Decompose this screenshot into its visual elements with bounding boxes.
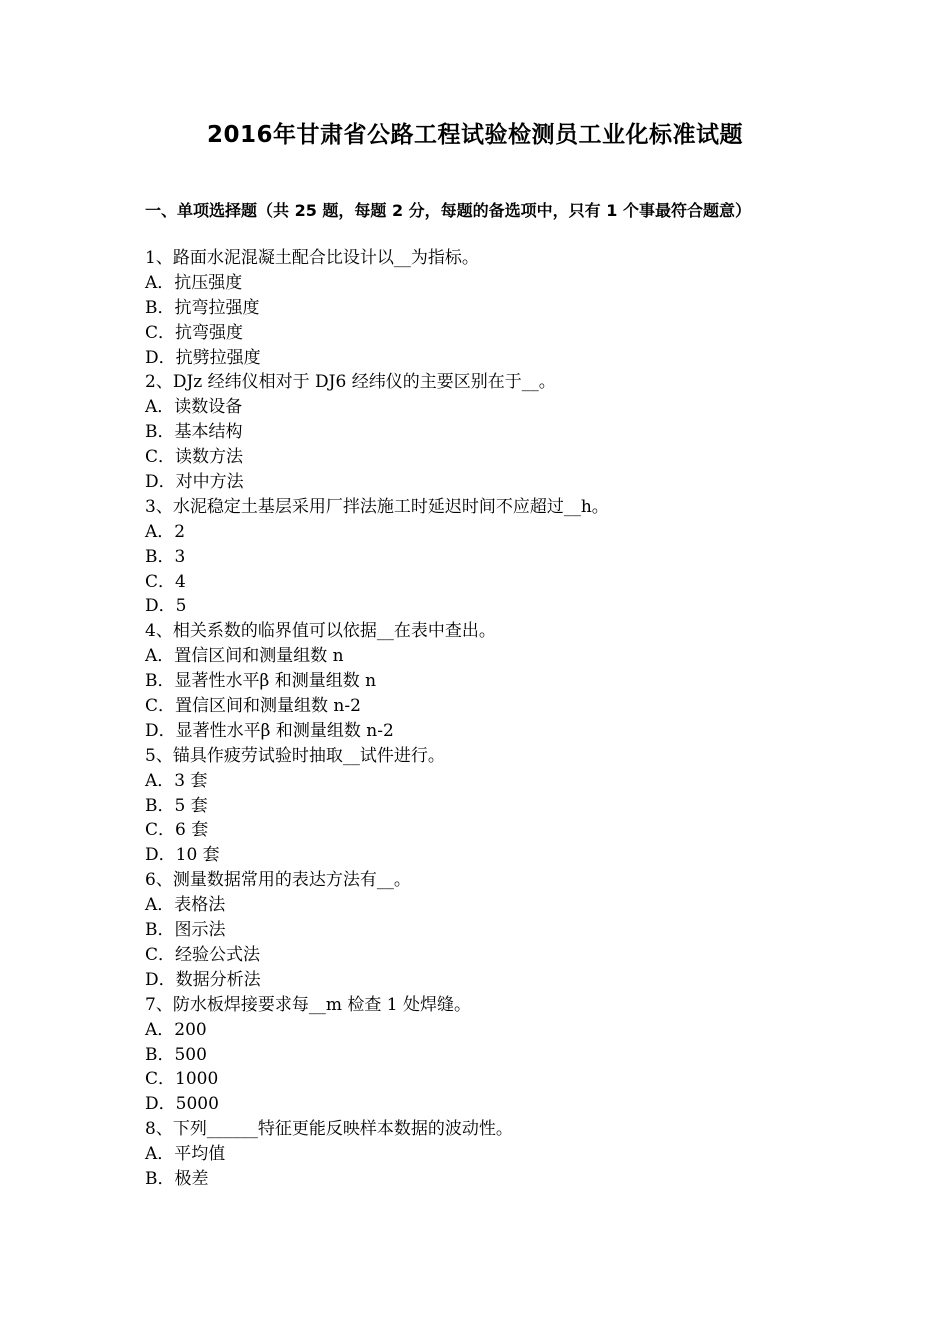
answer-option: B．极差 xyxy=(145,1168,209,1189)
question-text: 8、下列______特征更能反映样本数据的波动性。 xyxy=(145,1119,513,1140)
question-text: 4、相关系数的临界值可以依据__在表中查出。 xyxy=(145,621,496,642)
question-text: 6、测量数据常用的表达方法有__。 xyxy=(145,870,411,891)
answer-option: C．4 xyxy=(145,571,186,592)
answer-option: C．6 套 xyxy=(145,820,209,841)
answer-option: D．对中方法 xyxy=(145,472,244,493)
answer-option: B．显著性水平β 和测量组数 n xyxy=(145,671,377,692)
question-text: 1、路面水泥混凝土配合比设计以__为指标。 xyxy=(145,248,479,268)
answer-option: C．1000 xyxy=(145,1069,219,1090)
answer-option: B．抗弯拉强度 xyxy=(145,297,260,318)
answer-option: C．抗弯强度 xyxy=(145,322,244,343)
answer-option: B．3 xyxy=(145,546,186,567)
answer-option: C．读数方法 xyxy=(145,447,244,468)
answer-option: B．图示法 xyxy=(145,920,226,941)
answer-option: A．表格法 xyxy=(145,895,226,916)
question-text: 2、DJz 经纬仪相对于 DJ6 经纬仪的主要区别在于__。 xyxy=(145,372,556,393)
section-heading: 一、单项选择题（共 25 题，每题 2 分，每题的备选项中，只有 1 个事最符合题意） xyxy=(145,201,751,220)
answer-option: D．显著性水平β 和测量组数 n-2 xyxy=(145,720,394,741)
answer-option: D．5 xyxy=(145,596,187,617)
answer-option: D．10 套 xyxy=(145,845,220,866)
answer-option: A．2 xyxy=(145,521,186,542)
answer-option: D．数据分析法 xyxy=(145,969,261,990)
question-text: 7、防水板焊接要求每__m 检查 1 处焊缝。 xyxy=(145,994,471,1015)
answer-option: D．5000 xyxy=(145,1094,219,1115)
answer-option: C．置信区间和测量组数 n-2 xyxy=(145,696,361,717)
answer-option: A．置信区间和测量组数 n xyxy=(145,646,344,667)
answer-option: A．抗压强度 xyxy=(145,272,243,293)
question-text: 3、水泥稳定土基层采用厂拌法施工时延迟时间不应超过__h。 xyxy=(145,496,609,517)
answer-option: B．500 xyxy=(145,1044,207,1065)
question-list xyxy=(145,246,825,1192)
answer-option: B．基本结构 xyxy=(145,422,243,443)
answer-option: A．平均值 xyxy=(145,1144,226,1165)
answer-option: A．200 xyxy=(145,1019,207,1040)
answer-option: C．经验公式法 xyxy=(145,944,261,965)
answer-option: B．5 套 xyxy=(145,795,208,816)
question-text: 5、锚具作疲劳试验时抽取__试件进行。 xyxy=(145,745,445,766)
answer-option: D．抗劈拉强度 xyxy=(145,347,261,368)
document-title: 2016年甘肃省公路工程试验检测员工业化标准试题 xyxy=(206,122,743,148)
answer-option: A．读数设备 xyxy=(145,397,243,418)
answer-option: A．3 套 xyxy=(145,770,208,791)
